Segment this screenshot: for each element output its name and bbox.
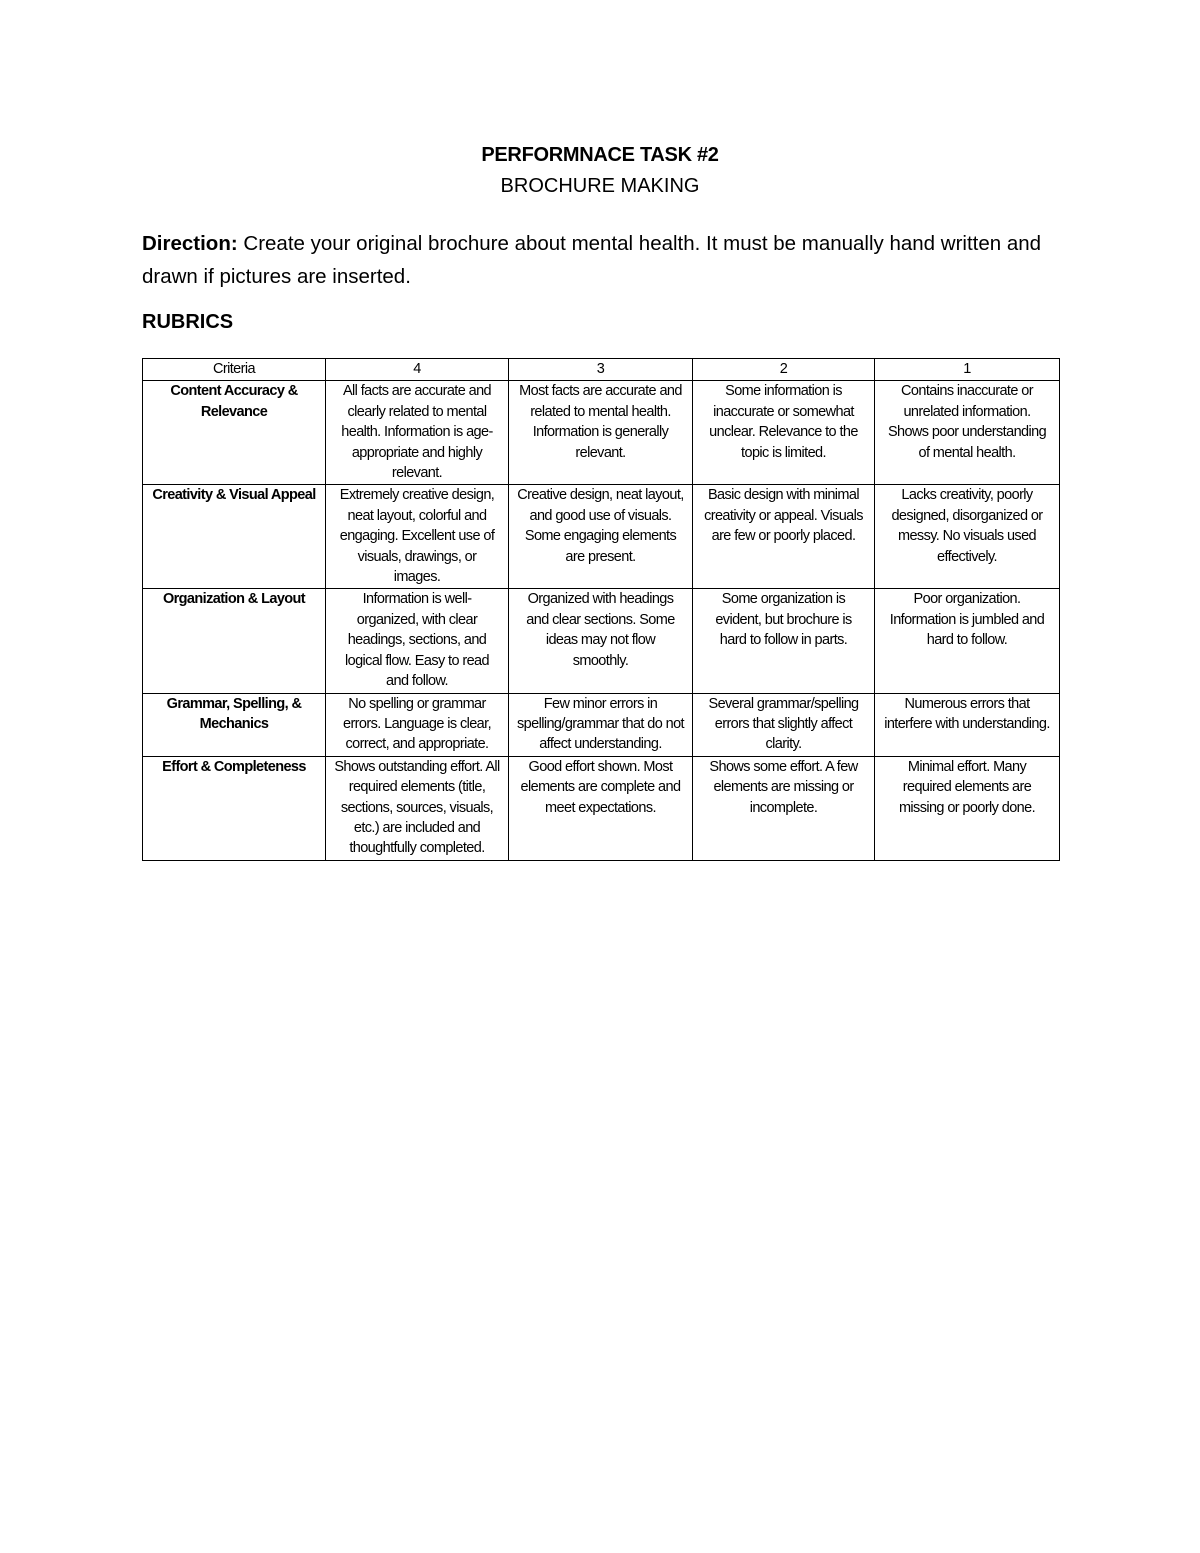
score-4-cell: Information is well-organized, with clear headings, sections, and logical flow. Easy to read and follow. xyxy=(326,589,509,693)
criteria-cell: Content Accuracy & Relevance xyxy=(143,381,326,485)
criteria-cell: Grammar, Spelling, & Mechanics xyxy=(143,693,326,756)
rubric-header-row xyxy=(143,359,1060,381)
criteria-cell: Organization & Layout xyxy=(143,589,326,693)
document-subtitle: BROCHURE MAKING xyxy=(500,175,700,197)
score-2-cell: Basic design with minimal creativity or appeal. Visuals are few or poorly placed. xyxy=(693,485,875,589)
direction-text: Create your original brochure about mental health. It must be manually hand written and drawn if pictures are inserted. xyxy=(142,232,1042,288)
score-4-cell: Extremely creative design, neat layout, colorful and engaging. Excellent use of visuals, drawings, or images. xyxy=(326,485,509,589)
score-1-cell: Lacks creativity, poorly designed, disorganized or messy. No visuals used effectively. xyxy=(875,485,1060,589)
score-4-cell: All facts are accurate and clearly related to mental health. Information is age-appropriate and highly relevant. xyxy=(326,381,509,485)
score-1-cell: Minimal effort. Many required elements are missing or poorly done. xyxy=(875,756,1060,860)
header-score-2: 2 xyxy=(693,359,875,381)
score-4-cell: Shows outstanding effort. All required elements (title, sections, sources, visuals, etc.) are included and thoughtfully completed. xyxy=(326,756,509,860)
score-3-cell: Few minor errors in spelling/grammar that do not affect understanding. xyxy=(509,693,693,756)
score-1-cell: Poor organization. Information is jumbled and hard to follow. xyxy=(875,589,1060,693)
header-score-1: 1 xyxy=(875,359,1060,381)
rubrics-heading: RUBRICS xyxy=(142,311,234,333)
header-criteria: Criteria xyxy=(143,359,326,381)
score-3-cell: Creative design, neat layout, and good use of visuals. Some engaging elements are present. xyxy=(509,485,693,589)
table-row xyxy=(143,589,1060,693)
score-2-cell: Some information is inaccurate or somewhat unclear. Relevance to the topic is limited. xyxy=(693,381,875,485)
score-3-cell: Organized with headings and clear sections. Some ideas may not flow smoothly. xyxy=(509,589,693,693)
score-3-cell: Most facts are accurate and related to mental health. Information is generally relevant. xyxy=(509,381,693,485)
score-2-cell: Shows some effort. A few elements are missing or incomplete. xyxy=(693,756,875,860)
criteria-cell: Effort & Completeness xyxy=(143,756,326,860)
score-2-cell: Several grammar/spelling errors that slightly affect clarity. xyxy=(693,693,875,756)
direction-label: Direction: xyxy=(142,232,238,255)
score-1-cell: Numerous errors that interfere with understanding. xyxy=(875,693,1060,756)
criteria-cell: Creativity & Visual Appeal xyxy=(143,485,326,589)
rubric-table xyxy=(142,358,1060,861)
score-1-cell: Contains inaccurate or unrelated information. Shows poor understanding of mental health. xyxy=(875,381,1060,485)
header-score-4: 4 xyxy=(326,359,509,381)
table-row xyxy=(143,381,1060,485)
table-row xyxy=(143,693,1060,756)
document-title: PERFORMNACE TASK #2 xyxy=(481,144,719,166)
score-2-cell: Some organization is evident, but brochure is hard to follow in parts. xyxy=(693,589,875,693)
direction-paragraph xyxy=(142,227,1072,293)
header-score-3: 3 xyxy=(509,359,693,381)
table-row xyxy=(143,756,1060,860)
score-4-cell: No spelling or grammar errors. Language is clear, correct, and appropriate. xyxy=(326,693,509,756)
table-row xyxy=(143,485,1060,589)
score-3-cell: Good effort shown. Most elements are complete and meet expectations. xyxy=(509,756,693,860)
